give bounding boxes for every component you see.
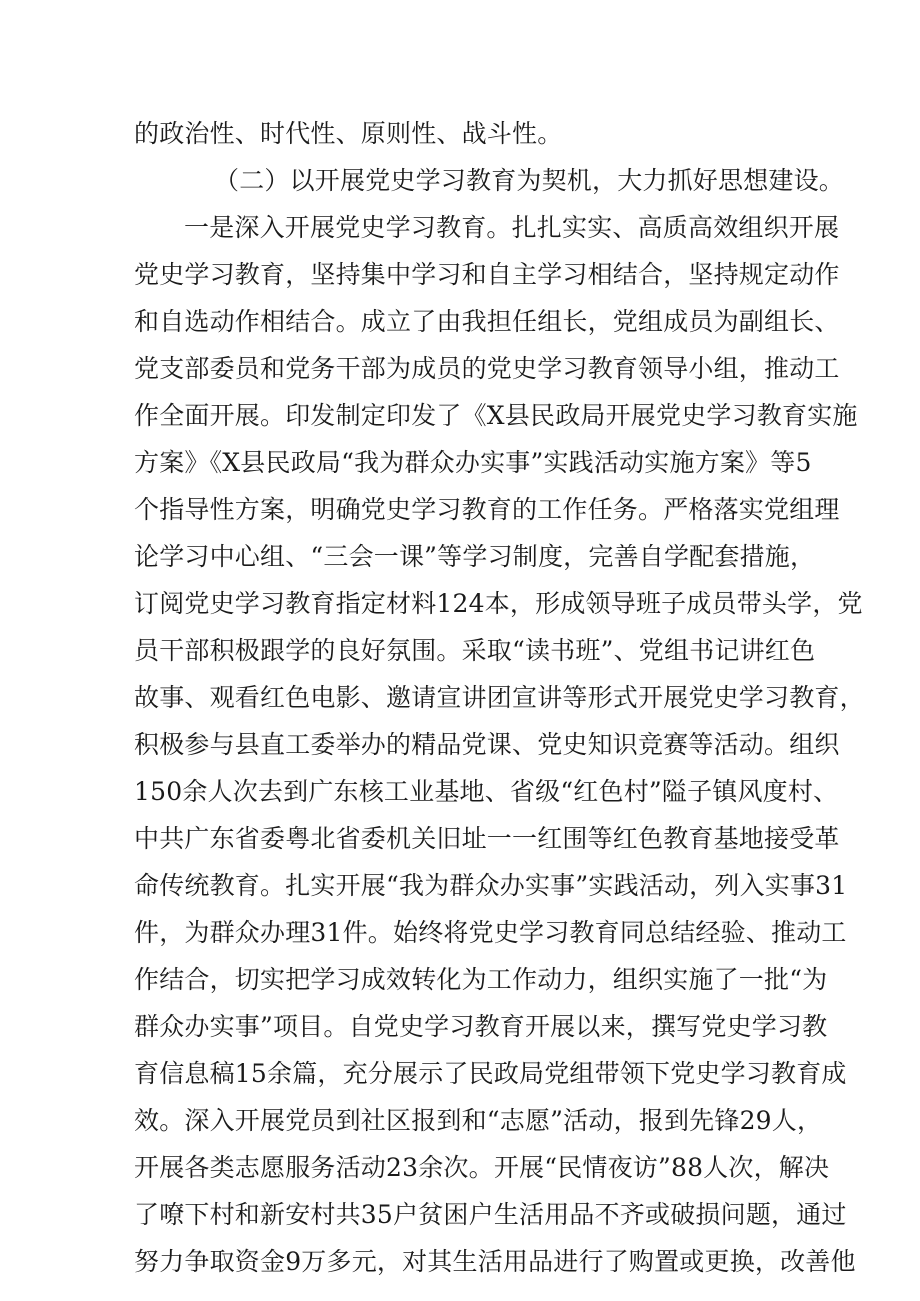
text-line: 订阅党史学习教育指定材料124本，形成领导班子成员带头学，党 [134, 589, 863, 618]
text-line: 努力争取资金9万多元，对其生活用品进行了购置或更换，改善他 [134, 1247, 856, 1276]
text-line: 方案》《X县民政局“我为群众办实事”实践活动实施方案》等5 [134, 448, 812, 477]
text-line: 论学习中心组、“三会一课”等学习制度，完善自学配套措施， [134, 542, 816, 571]
text-line: 党支部委员和党务干部为成员的党史学习教育领导小组，推动工 [134, 354, 840, 383]
text-line: 效。深入开展党员到社区报到和“志愿”活动，报到先锋29人， [134, 1106, 823, 1135]
text-line: 件，为群众办理31件。始终将党史学习教育同总结经验、推动工 [134, 918, 847, 947]
text-line: 命传统教育。扎实开展“我为群众办实事”实践活动，列入实事31 [134, 871, 848, 900]
text-line: 个指导性方案，明确党史学习教育的工作任务。严格落实党组理 [134, 495, 840, 524]
text-line: 开展各类志愿服务活动23余次。开展“民情夜访”88人次，解决 [134, 1153, 830, 1182]
text-line: 中共广东省委粤北省委机关旧址一一红围等红色教育基地接受革 [134, 824, 840, 853]
text-line: 员干部积极跟学的良好氛围。采取“读书班”、党组书记讲红色 [134, 636, 816, 665]
text-line: 积极参与县直工委举办的精品党课、党史知识竞赛等活动。组织 [134, 730, 840, 759]
text-line: 和自选动作相结合。成立了由我担任组长，党组成员为副组长、 [134, 307, 840, 336]
text-line: 故事、观看红色电影、邀请宣讲团宣讲等形式开展党史学习教育， [134, 683, 865, 712]
text-line: 群众办实事”项目。自党史学习教育开展以来，撰写党史学习教 [134, 1012, 828, 1041]
section-heading: （二）以开展党史学习教育为契机，大力抓好思想建设。 [214, 166, 845, 195]
text-line: 的政治性、时代性、原则性、战斗性。 [134, 119, 563, 148]
text-line: 了嘹下村和新安村共35户贫困户生活用品不齐或破损问题，通过 [134, 1200, 847, 1229]
text-line: 党史学习教育，坚持集中学习和自主学习相结合，坚持规定动作 [134, 260, 840, 289]
paragraph-first-line: 一是深入开展党史学习教育。扎扎实实、高质高效组织开展 [184, 213, 840, 242]
text-line: 育信息稿15余篇，充分展示了民政局党组带领下党史学习教育成 [134, 1059, 847, 1088]
text-line: 150余人次去到广东核工业基地、省级“红色村”隘子镇风度村、 [134, 777, 839, 806]
text-line: 作全面开展。印发制定印发了《X县民政局开展党史学习教育实施 [134, 401, 858, 430]
text-line: 作结合，切实把学习成效转化为工作动力，组织实施了一批“为 [134, 965, 828, 994]
